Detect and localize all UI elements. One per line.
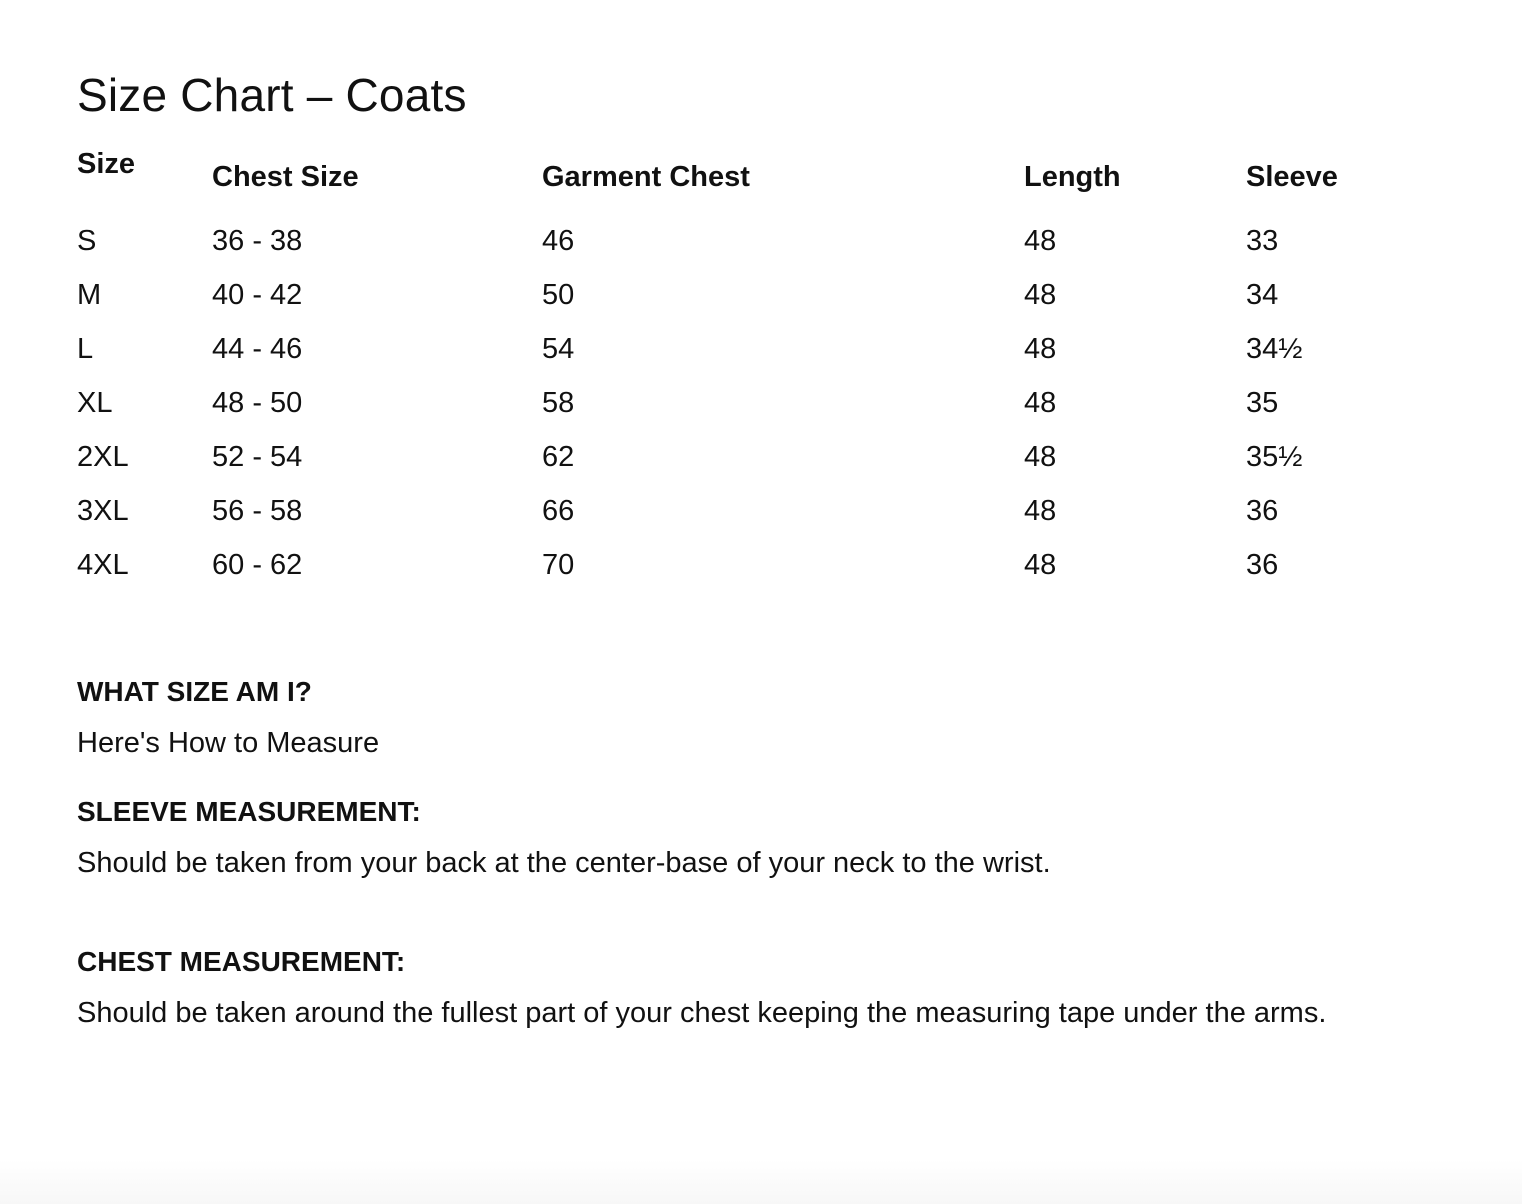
cell-size: 3XL xyxy=(77,494,129,527)
cell-size: 4XL xyxy=(77,548,129,581)
cell-length: 48 xyxy=(1024,386,1057,419)
cell-sleeve: 35 xyxy=(1246,386,1279,419)
cell-chest-size: 44 - 46 xyxy=(212,332,303,365)
table-row xyxy=(77,322,1446,376)
header-size: Size xyxy=(77,148,136,180)
size-table xyxy=(77,140,1446,592)
cell-size: 2XL xyxy=(77,440,129,473)
cell-size: S xyxy=(77,224,97,257)
cell-length: 48 xyxy=(1024,440,1057,473)
cell-chest-size: 56 - 58 xyxy=(212,494,303,527)
table-row xyxy=(77,538,1446,592)
table-row xyxy=(77,376,1446,430)
cell-length: 48 xyxy=(1024,332,1057,365)
header-chest-size: Chest Size xyxy=(212,160,359,193)
chest-measurement-text: Should be taken around the fullest part of your chest keeping the measuring tape under the arms. xyxy=(77,997,1327,1029)
cell-sleeve: 34 xyxy=(1246,278,1279,311)
cell-sleeve: 35½ xyxy=(1246,440,1303,473)
cell-sleeve: 33 xyxy=(1246,224,1279,257)
header-sleeve: Sleeve xyxy=(1246,160,1338,193)
cell-garment-chest: 66 xyxy=(542,494,575,527)
cell-garment-chest: 54 xyxy=(542,332,575,365)
cell-chest-size: 52 - 54 xyxy=(212,440,303,473)
cell-chest-size: 48 - 50 xyxy=(212,386,303,419)
header-garment-chest: Garment Chest xyxy=(542,160,750,193)
chest-measurement-heading: CHEST MEASUREMENT: xyxy=(77,946,406,977)
cell-length: 48 xyxy=(1024,278,1057,311)
cell-chest-size: 60 - 62 xyxy=(212,548,303,581)
how-to-measure-text: Here's How to Measure xyxy=(77,727,380,759)
table-row xyxy=(77,268,1446,322)
header-length: Length xyxy=(1024,160,1121,193)
cell-chest-size: 36 - 38 xyxy=(212,224,303,257)
cell-garment-chest: 58 xyxy=(542,386,575,419)
sleeve-measurement-heading: SLEEVE MEASUREMENT: xyxy=(77,796,421,827)
cell-garment-chest: 70 xyxy=(542,548,575,581)
table-row xyxy=(77,430,1446,484)
cell-length: 48 xyxy=(1024,224,1057,257)
table-header-row xyxy=(77,140,1446,214)
cell-size: XL xyxy=(77,386,113,419)
cell-sleeve: 36 xyxy=(1246,548,1279,581)
cell-sleeve: 34½ xyxy=(1246,332,1303,365)
cell-size: L xyxy=(77,332,94,365)
cell-garment-chest: 46 xyxy=(542,224,575,257)
cell-garment-chest: 62 xyxy=(542,440,575,473)
bottom-edge xyxy=(0,1160,1522,1204)
cell-length: 48 xyxy=(1024,494,1057,527)
what-size-heading: WHAT SIZE AM I? xyxy=(77,676,312,707)
cell-garment-chest: 50 xyxy=(542,278,575,311)
table-row xyxy=(77,214,1446,268)
cell-sleeve: 36 xyxy=(1246,494,1279,527)
page-title: Size Chart – Coats xyxy=(77,69,467,121)
sleeve-measurement-text: Should be taken from your back at the center-base of your neck to the wrist. xyxy=(77,847,1051,879)
cell-size: M xyxy=(77,278,102,311)
table-row xyxy=(77,484,1446,538)
cell-length: 48 xyxy=(1024,548,1057,581)
cell-chest-size: 40 - 42 xyxy=(212,278,303,311)
